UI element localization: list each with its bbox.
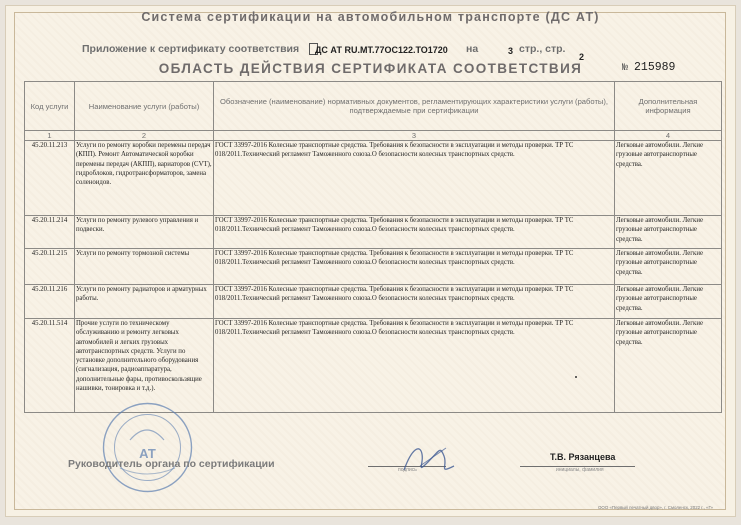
col-header-docs: Обозначение (наименование) нормативных документов, регламентирующих характеристики услуги (работы), подтверждаемые при сертификации <box>214 82 615 131</box>
service-code: 45.20.11.213 <box>25 141 75 216</box>
additional-info: Легковые автомобили. Легкие грузовые автотранспортные средства. <box>615 216 722 249</box>
table-row <box>25 216 722 249</box>
handwritten-signature-icon <box>398 440 460 480</box>
signer-name: Т.В. Рязанцева <box>550 452 616 462</box>
certificate-number: ДС АТ RU.MT.77ОС122.ТО1720 <box>315 45 448 55</box>
table-row <box>25 249 722 285</box>
appendix-label: Приложение к сертификату соответствия <box>82 43 300 55</box>
service-name: Услуги по ремонту тормозной системы <box>75 249 214 285</box>
stamp-text: АТ <box>139 446 156 461</box>
table-row <box>25 319 722 413</box>
col-header-info: Дополнительная информация <box>615 82 722 131</box>
page-number: 2 <box>579 52 585 62</box>
col-number: 1 <box>25 131 75 141</box>
na-label: на <box>466 43 479 55</box>
col-number: 3 <box>214 131 615 141</box>
service-code: 45.20.11.514 <box>25 319 75 413</box>
signatory-label: Руководитель органа по сертификации <box>68 458 275 470</box>
col-header-code: Код услуги <box>25 82 75 131</box>
service-name: Услуги по ремонту рулевого управления и подвески. <box>75 216 214 249</box>
pages-label: стр., стр. <box>519 43 566 55</box>
normative-docs: ГОСТ 33997-2016 Колесные транспортные средства. Требования к безопасности в эксплуатации и методы проверки. ТР ТС 018/2011.Технический регламент Таможенного союза.О безопасности колесных транспортных средств. <box>214 319 615 413</box>
additional-info: Легковые автомобили. Легкие грузовые автотранспортные средства. <box>615 249 722 285</box>
normative-docs: ГОСТ 33997-2016 Колесные транспортные средства. Требования к безопасности в эксплуатации и методы проверки. ТР ТС 018/2011.Технический регламент Таможенного союза.О безопасности колесных транспортных средств. <box>214 285 615 319</box>
table-row <box>25 285 722 319</box>
service-code: 45.20.11.215 <box>25 249 75 285</box>
column-number-row <box>25 131 722 141</box>
table-header-row <box>25 82 722 131</box>
ink-dot <box>575 376 577 378</box>
service-name: Услуги по ремонту радиаторов и арматурных работы. <box>75 285 214 319</box>
name-caption: инициалы, фамилия <box>556 467 604 473</box>
normative-docs: ГОСТ 33997-2016 Колесные транспортные средства. Требования к безопасности в эксплуатации и методы проверки. ТР ТС 018/2011.Технический регламент Таможенного союза.О безопасности колесных транспортных средств. <box>214 141 615 216</box>
col-number: 2 <box>75 131 214 141</box>
service-name: Прочие услуги по техническому обслуживанию и ремонту легковых автомобилей и легких грузовых автотранспортных средств. Услуги по установке дополнительного оборудования (сигнализация, радиоаппаратура, дополнительные фары, противоскользящие нашивки, тонировка и т.д.). <box>75 319 214 413</box>
additional-info: Легковые автомобили. Легкие грузовые автотранспортные средства. <box>615 141 722 216</box>
table-row <box>25 141 722 216</box>
service-name: Услуги по ремонту коробки перемены передач (КПП). Ремонт Автоматической коробки перемены передач (АКПП), вариаторов (CVT), гидроблоков, гидротрансформаторов, замена соленоидов. <box>75 141 214 216</box>
additional-info: Легковые автомобили. Легкие грузовые автотранспортные средства. <box>615 285 722 319</box>
certification-stamp-icon <box>100 400 195 495</box>
serial-number-block <box>622 61 675 74</box>
scope-title: ОБЛАСТЬ ДЕЙСТВИЯ СЕРТИФИКАТА СООТВЕТСТВИЯ <box>158 61 583 76</box>
printer-note: ООО «Первый печатный двор», г. Смоленск, 2022 г., «Г» <box>598 505 713 510</box>
system-title: Система сертификации на автомобильном транспорте (ДС АТ) <box>141 10 600 24</box>
scope-table <box>24 81 722 413</box>
service-code: 45.20.11.216 <box>25 285 75 319</box>
serial-number: 215989 <box>634 61 676 74</box>
col-number: 4 <box>615 131 722 141</box>
signature-caption: подпись <box>398 467 417 473</box>
normative-docs: ГОСТ 33997-2016 Колесные транспортные средства. Требования к безопасности в эксплуатации и методы проверки. ТР ТС 018/2011.Технический регламент Таможенного союза.О безопасности колесных транспортных средств. <box>214 249 615 285</box>
service-code: 45.20.11.214 <box>25 216 75 249</box>
normative-docs: ГОСТ 33997-2016 Колесные транспортные средства. Требования к безопасности в эксплуатации и методы проверки. ТР ТС 018/2011.Технический регламент Таможенного союза.О безопасности колесных транспортных средств. <box>214 216 615 249</box>
pages-count: 3 <box>508 46 514 56</box>
number-sign: № <box>622 63 629 74</box>
additional-info: Легковые автомобили. Легкие грузовые автотранспортные средства. <box>615 319 722 413</box>
col-header-name: Наименование услуги (работы) <box>75 82 214 131</box>
